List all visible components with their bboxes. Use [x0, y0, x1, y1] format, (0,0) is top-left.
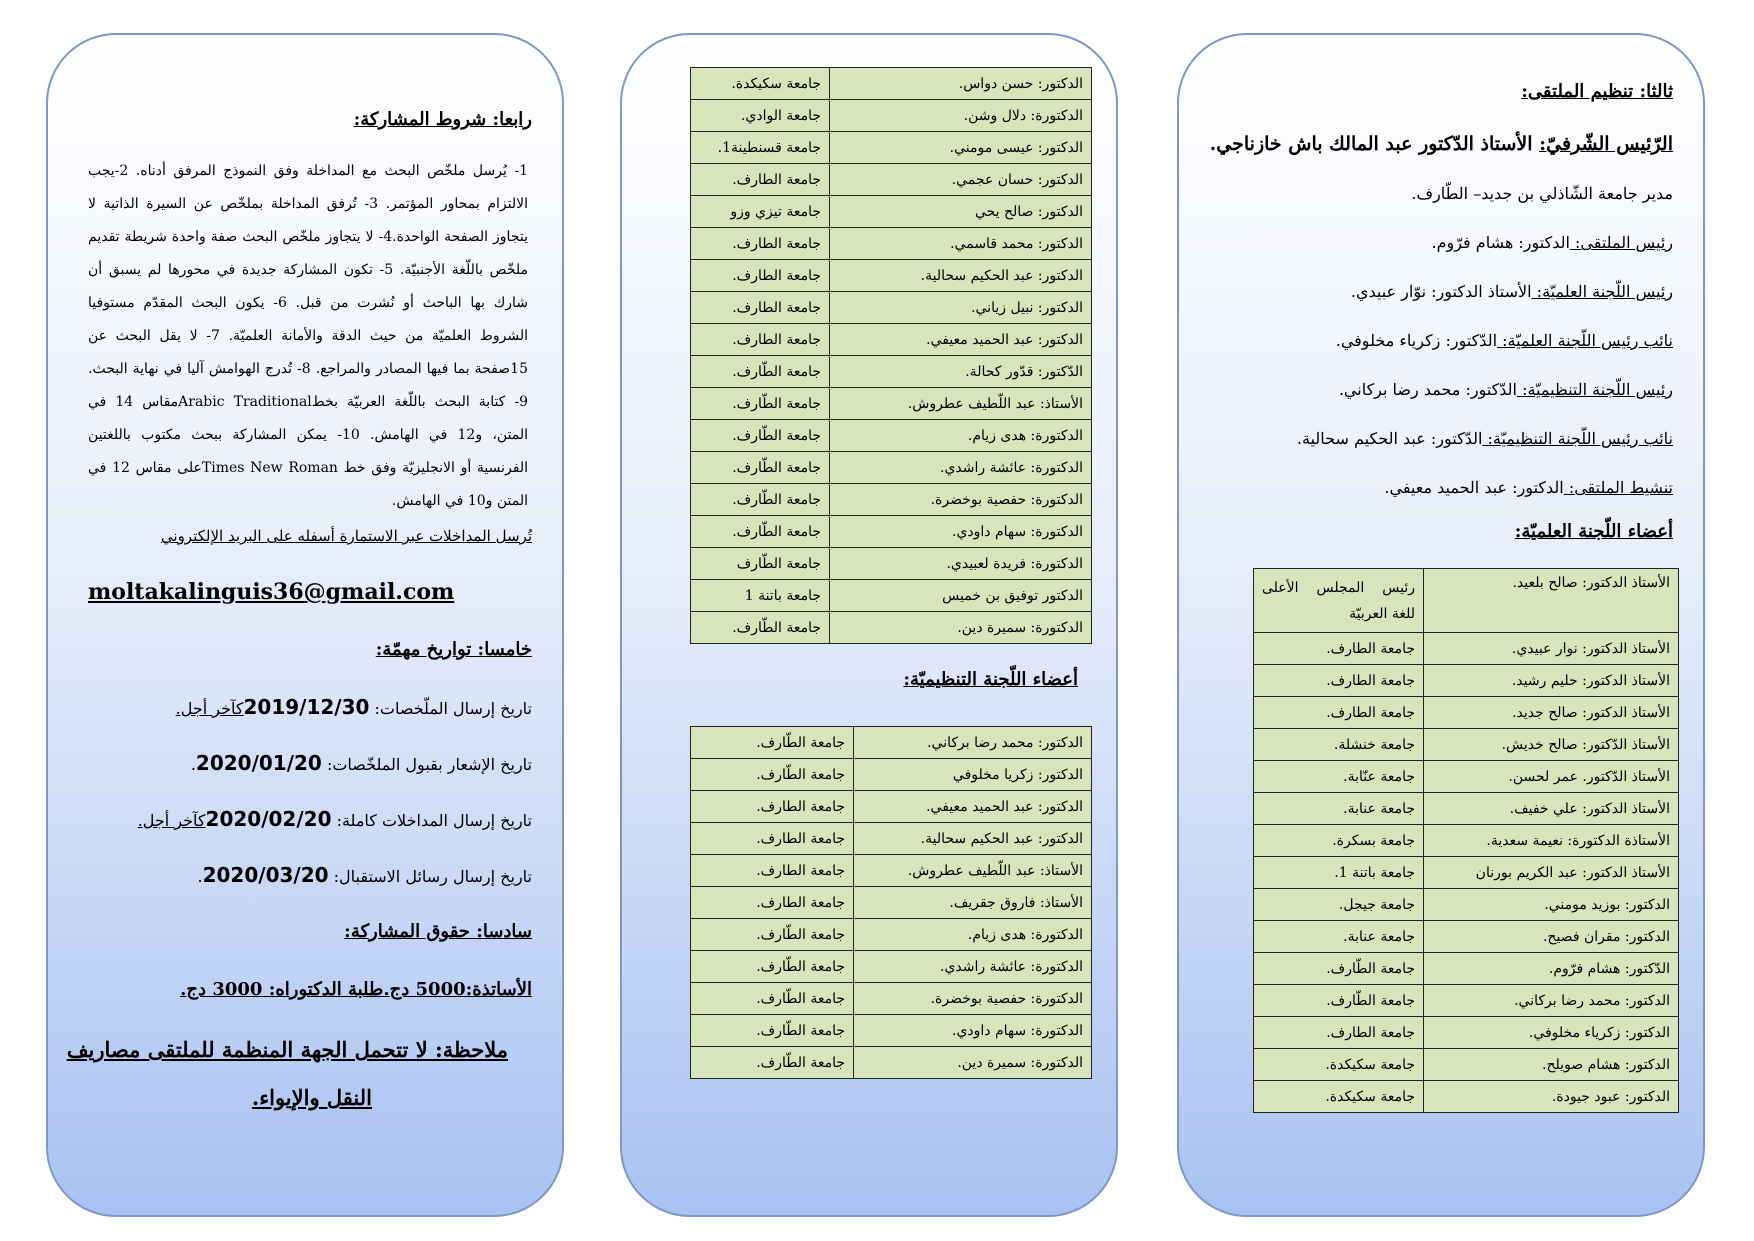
date-label: تاريخ إرسال المداخلات كاملة:: [336, 811, 532, 830]
member-affiliation: جامعة الطّارف.: [691, 612, 830, 644]
member-affiliation: جامعة باتنة 1.: [1254, 857, 1424, 889]
table-row: [691, 791, 1092, 823]
table-row: [691, 420, 1092, 452]
member-name: الأستاذ الدكتور: حليم رشيد.: [1424, 665, 1679, 697]
member-affiliation: جامعة الطّارف.: [691, 951, 854, 983]
fees: الأساتذة:5000 دج.طلبة الدكتوراه: 3000 دج.: [180, 979, 532, 1000]
rights-title: سادسا: حقوق المشاركة:: [344, 921, 532, 942]
date-row: [198, 863, 533, 887]
role-value: الدكتور: عبد الحميد معيفي.: [1384, 478, 1564, 497]
table-row: [691, 132, 1092, 164]
member-affiliation: جامعة الطّارف.: [691, 727, 854, 759]
date-suffix: .: [190, 755, 196, 774]
member-name: الأستاذ الدّكتور: صالح خديش.: [1424, 729, 1679, 761]
member-affiliation: جامعة الطارف.: [691, 791, 854, 823]
role-label: نائب رئيس اللّجنة العلميّة:: [1497, 331, 1673, 350]
member-affiliation: جامعة جيجل.: [1254, 889, 1424, 921]
member-name: الدكتورة: عائشة راشدي.: [830, 452, 1092, 484]
role-line: [1339, 380, 1673, 399]
role-label: رئيس اللّجنة العلميّة:: [1531, 282, 1673, 301]
member-affiliation: جامعة الطارف.: [1254, 697, 1424, 729]
date-suffix: .: [197, 867, 203, 886]
table-row: [1254, 889, 1679, 921]
member-affiliation: جامعة الطارف.: [691, 260, 830, 292]
table-row: [691, 887, 1092, 919]
table-row: [691, 484, 1092, 516]
date-value: 2019/12/30: [243, 695, 370, 719]
member-name: الدكتور: عبود جيودة.: [1424, 1081, 1679, 1113]
member-name: الدكتور: هشام صويلح.: [1424, 1049, 1679, 1081]
member-affiliation: جامعة الطّارف.: [691, 759, 854, 791]
member-affiliation: جامعة الطّارف.: [691, 1015, 854, 1047]
table-row: [1254, 857, 1679, 889]
date-row: [176, 695, 532, 719]
member-affiliation: جامعة الطارف.: [691, 164, 830, 196]
member-name: الدكتورة: سهام داودي.: [830, 516, 1092, 548]
date-value: 2020/01/20: [195, 751, 322, 775]
table-row: [691, 196, 1092, 228]
member-name: الدكتورة: حفصية بوخضرة.: [854, 983, 1092, 1015]
contact-email: moltakalinguis36@gmail.com: [88, 579, 455, 605]
date-label: تاريخ الإشعار بقبول الملخّصات:: [326, 755, 532, 774]
member-name: الدكتور توفيق بن خميس: [830, 580, 1092, 612]
conditions-title: رابعا: شروط المشاركة:: [353, 109, 532, 130]
member-affiliation: جامعة الطّارف.: [691, 452, 830, 484]
table-row: [691, 612, 1092, 644]
role-value: الدّكتور: محمد رضا بركاني.: [1338, 380, 1517, 399]
email-instruction: تُرسل المداخلات عبر الاستمارة أسفله على البريد الإلكتروني: [160, 527, 532, 545]
member-name: الدكتور: مقران فصيح.: [1424, 921, 1679, 953]
member-name: الدكتور: عبد الحميد معيفي.: [830, 324, 1092, 356]
member-name: الدكتور: زكريا مخلوفي: [854, 759, 1092, 791]
member-affiliation: جامعة الطّارف.: [1254, 953, 1424, 985]
member-affiliation: جامعة بسكرة.: [1254, 825, 1424, 857]
note-line-1: ملاحظة: لا تتحمل الجهة المنظمة للملتقى مصاريف: [66, 1037, 508, 1062]
member-affiliation: جامعة الطّارف.: [691, 484, 830, 516]
member-affiliation: جامعة الطّارف.: [1254, 985, 1424, 1017]
member-name: الدّكتور: هشام فرّوم.: [1424, 953, 1679, 985]
member-name: الدكتورة: دلال وشن.: [830, 100, 1092, 132]
table-row: [691, 919, 1092, 951]
member-affiliation: جامعة باتنة 1: [691, 580, 830, 612]
role-label: نائب رئيس اللّجنة التنظيميّة:: [1482, 429, 1673, 448]
scientific-members-table: [1253, 568, 1679, 1113]
member-name: الدكتور: محمد قاسمي.: [830, 228, 1092, 260]
member-affiliation: رئيس المجلس الأعلى للغة العربيّة: [1254, 569, 1424, 633]
table-row: [1254, 633, 1679, 665]
table-row: [1254, 1049, 1679, 1081]
honorary-label: الرّئيس الشّرفيّ:: [1539, 133, 1673, 155]
role-value: الدّكتور: عبد الحكيم سحالية.: [1296, 429, 1483, 448]
table-row: [691, 855, 1092, 887]
table-row: [691, 228, 1092, 260]
organizing-title: أعضاء اللّجنة التنظيميّة:: [903, 669, 1078, 690]
role-label: رئيس الملتقى:: [1569, 233, 1673, 252]
table-row: [691, 983, 1092, 1015]
member-name: الأستاذ الدكتور: نوار عبيدي.: [1424, 633, 1679, 665]
member-affiliation: جامعة سكيكدة.: [1254, 1081, 1424, 1113]
table-row: [691, 1015, 1092, 1047]
table-row: [1254, 729, 1679, 761]
member-name: الدكتورة: سهام داودي.: [854, 1015, 1092, 1047]
role-line: [1351, 282, 1673, 301]
member-name: الدكتور: عبد الحكيم سحالية.: [854, 823, 1092, 855]
table-row: [691, 727, 1092, 759]
member-affiliation: جامعة الطّارف.: [691, 1047, 854, 1079]
role-value: الدّكتور: زكرياء مخلوفي.: [1335, 331, 1498, 350]
scientific-title: أعضاء اللّجنة العلميّة:: [1514, 521, 1673, 542]
member-name: الدكتورة: حفصية بوخضرة.: [830, 484, 1092, 516]
honorary-value: الأستاذ الدّكتور عبد المالك باش خازناجي.: [1209, 133, 1533, 155]
member-name: الأستاذ الدكتور: علي خفيف.: [1424, 793, 1679, 825]
table-row: [1254, 825, 1679, 857]
member-affiliation: جامعة الطارف.: [1254, 1017, 1424, 1049]
member-name: الدكتورة: سميرة دين.: [830, 612, 1092, 644]
date-row: [191, 751, 532, 775]
member-name: الدكتور: محمد رضا بركاني.: [1424, 985, 1679, 1017]
member-affiliation: جامعة الطّارف.: [691, 516, 830, 548]
dates-title: خامسا: تواريخ مهمّة:: [375, 639, 532, 660]
date-label: تاريخ إرسال رسائل الاستقبال:: [333, 867, 532, 886]
member-name: الدكتورة: سميرة دين.: [854, 1047, 1092, 1079]
member-name: الأستاذ الدكتور: صالح جديد.: [1424, 697, 1679, 729]
middle-panel: [620, 33, 1118, 1217]
member-name: الدكتور: نبيل زياني.: [830, 292, 1092, 324]
table-row: [691, 1047, 1092, 1079]
member-affiliation: جامعة الطّارف.: [691, 420, 830, 452]
table-row: [691, 951, 1092, 983]
table-row: [691, 292, 1092, 324]
member-affiliation: جامعة الطارف.: [691, 292, 830, 324]
member-affiliation: جامعة الطّارف.: [691, 388, 830, 420]
table-row: [691, 100, 1092, 132]
member-name: الأستاذ الدكتور: صالح بلعيد.: [1424, 569, 1679, 633]
table-row: [691, 580, 1092, 612]
date-suffix: كآخر أجل.: [137, 811, 206, 830]
member-affiliation: جامعة الطارف.: [691, 887, 854, 919]
table-row: [1254, 569, 1679, 633]
member-name: الدكتور: زكرياء مخلوفي.: [1424, 1017, 1679, 1049]
role-label: تنشيط الملتقى:: [1563, 478, 1673, 497]
role-value: الأستاذ الدكتور: نوّار عبيدي.: [1350, 282, 1532, 301]
member-affiliation: جامعة الوادي.: [691, 100, 830, 132]
member-affiliation: جامعة سكيكدة.: [691, 68, 830, 100]
honorary-president: [1210, 133, 1673, 155]
member-name: الأستاذ: عبد اللّطيف عطروش.: [830, 388, 1092, 420]
table-row: [691, 68, 1092, 100]
table-row: [691, 452, 1092, 484]
conditions-text: 1- يُرسل ملخّص البحث مع المداخلة وفق النموذج المرفق أدناه. 2-يجب الالتزام بمحاور المؤتمر. 3- تُرفق المداخلة بملخّص عن السيرة الذاتية لا يتجاوز الصفحة الواحدة.4- لا يتجاوز ملخّص البحث صفة واحدة شريطة تقديم ملخّص باللّغة الأجنبيّة. 5- تكون المشاركة جديدة في محورها لم يسبق أن شارك بها الباحث أو نُشرت من قبل. 6- يكون البحث المقدّم مستوفيا الشروط العلميّة من حيث الدقة والأمانة العلميّة. 7- لا يقل البحث عن 15صفحة بما فيها المصادر والمراجع. 8- تُدرج الهوامش آليا في نهاية البحث. 9- كتابة البحث باللّغة العربيّة بخطArabic Traditionalمقاس 14 في المتن، و12 في الهامش. 10- يمكن المشاركة ببحث مكتوب باللغتين الفرنسية أو الانجليزيّة وفق خط Times New Romanعلى مقاس 12 في المتن و10 في الهامش.: [88, 163, 529, 509]
table-row: [1254, 761, 1679, 793]
member-affiliation: جامعة عنابة.: [1254, 921, 1424, 953]
date-suffix: كآخر أجل.: [175, 699, 244, 718]
member-affiliation: جامعة الطّارف.: [691, 919, 854, 951]
left-panel: [46, 33, 564, 1217]
member-affiliation: جامعة خنشلة.: [1254, 729, 1424, 761]
table-row: [1254, 921, 1679, 953]
member-affiliation: جامعة الطارف.: [691, 228, 830, 260]
organizing-members-table: [690, 726, 1092, 1079]
table-row: [691, 388, 1092, 420]
member-name: الأستاذ الدّكتور. عمر لحسن.: [1424, 761, 1679, 793]
member-affiliation: جامعة الطارف.: [691, 855, 854, 887]
table-row: [691, 260, 1092, 292]
member-name: الأستاذة الدكتورة: نعيمة سعدية.: [1424, 825, 1679, 857]
member-name: الدكتور: محمد رضا بركاني.: [854, 727, 1092, 759]
member-affiliation: جامعة سكيكدة.: [1254, 1049, 1424, 1081]
member-name: الدكتورة: فريدة لعبيدي.: [830, 548, 1092, 580]
right-panel: [1177, 33, 1705, 1217]
member-name: الأستاذ الدكتور: عبد الكريم بورنان: [1424, 857, 1679, 889]
member-name: الدكتورة: عائشة راشدي.: [854, 951, 1092, 983]
table-row: [691, 548, 1092, 580]
table-row: [1254, 1081, 1679, 1113]
member-affiliation: جامعة الطّارف.: [691, 983, 854, 1015]
table-row: [1254, 665, 1679, 697]
role-line: [1432, 233, 1674, 252]
member-affiliation: جامعة قسنطينة1.: [691, 132, 830, 164]
table-row: [691, 164, 1092, 196]
organization-title: ثالثا: تنظيم الملتقى:: [1521, 81, 1673, 102]
member-affiliation: جامعة عنّابة.: [1254, 761, 1424, 793]
member-name: الأستاذ: فاروق جقريف.: [854, 887, 1092, 919]
note-line-2: النقل والإيواء.: [251, 1085, 372, 1110]
table-row: [691, 324, 1092, 356]
member-name: الدكتورة: هدى زيام.: [830, 420, 1092, 452]
member-affiliation: جامعة الطّارف.: [691, 356, 830, 388]
role-line: [1336, 331, 1673, 350]
scientific-members-table-cont: [690, 67, 1092, 644]
member-name: الدكتور: حسن دواس.: [830, 68, 1092, 100]
member-name: الدّكتور: قدّور كحالة.: [830, 356, 1092, 388]
member-affiliation: جامعة تيزي وزو: [691, 196, 830, 228]
role-label: رئيس اللّجنة التنظيميّة:: [1517, 380, 1673, 399]
member-name: الأستاذ: عبد اللّطيف عطروش.: [854, 855, 1092, 887]
member-affiliation: جامعة الطّارف: [691, 548, 830, 580]
member-affiliation: جامعة الطارف.: [691, 324, 830, 356]
member-affiliation: جامعة الطارف.: [1254, 665, 1424, 697]
role-line: [1297, 429, 1673, 448]
table-row: [1254, 793, 1679, 825]
table-row: [1254, 1017, 1679, 1049]
date-value: 2020/02/20: [205, 807, 332, 831]
member-name: الدكتور: حسان عجمي.: [830, 164, 1092, 196]
honorary-role: مدير جامعة الشّاذلي بن جديد– الطّارف.: [1411, 184, 1673, 203]
member-affiliation: جامعة الطارف.: [691, 823, 854, 855]
table-row: [1254, 953, 1679, 985]
role-value: الدكتور: هشام فرّوم.: [1431, 233, 1570, 252]
table-row: [1254, 985, 1679, 1017]
member-name: الدكتورة: هدى زيام.: [854, 919, 1092, 951]
member-name: الدكتور: عيسى مومني.: [830, 132, 1092, 164]
member-name: الدكتور: بوزيد مومني.: [1424, 889, 1679, 921]
table-row: [691, 516, 1092, 548]
table-row: [691, 759, 1092, 791]
date-label: تاريخ إرسال الملّخصات:: [374, 699, 532, 718]
table-row: [1254, 697, 1679, 729]
date-value: 2020/03/20: [202, 863, 329, 887]
date-row: [138, 807, 532, 831]
table-row: [691, 823, 1092, 855]
member-name: الدكتور: عبد الحكيم سحالية.: [830, 260, 1092, 292]
member-affiliation: جامعة عنابة.: [1254, 793, 1424, 825]
table-row: [691, 356, 1092, 388]
member-name: الدكتور: صالح يحي: [830, 196, 1092, 228]
member-name: الدكتور: عبد الحميد معيفي.: [854, 791, 1092, 823]
member-affiliation: جامعة الطارف.: [1254, 633, 1424, 665]
role-line: [1384, 478, 1673, 497]
